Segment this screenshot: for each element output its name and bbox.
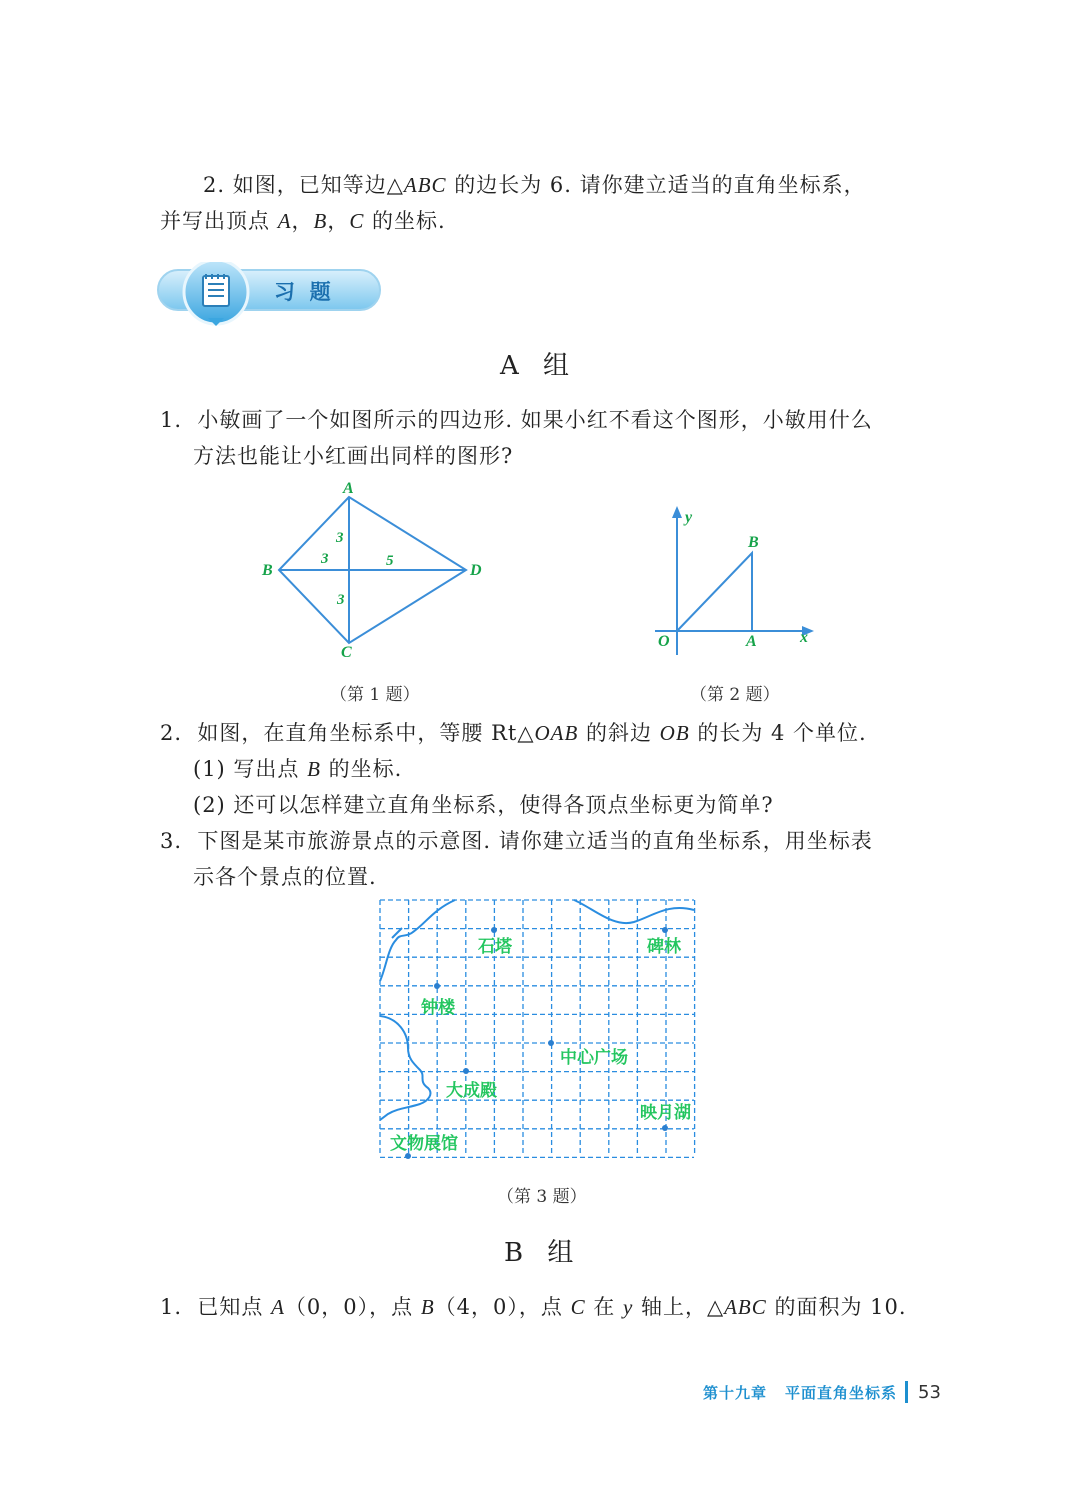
- vertex-b-label: B: [262, 562, 273, 579]
- exercise-section-banner: [156, 262, 386, 328]
- page-footer: [703, 1381, 941, 1403]
- prev-exercise-line1: 2. 如图，已知等边△ABC 的边长为 6. 请你建立适当的直角坐标系，: [203, 173, 866, 197]
- notebook-icon: [203, 274, 229, 306]
- point-b-label: B: [748, 534, 759, 551]
- group-b-q1: 1. 已知点 A（0，0），点 B（4，0），点 C 在 y 轴上，△ABC 的面积为 10.: [160, 1295, 907, 1319]
- place-label-stone-pagoda: 石塔: [478, 937, 512, 957]
- figure-2-caption: （第 2 题）: [690, 685, 780, 705]
- origin-o-label: O: [658, 633, 670, 650]
- place-label-moon-lake: 映月湖: [640, 1103, 691, 1123]
- footer-chapter-number: 第十九章: [703, 1383, 768, 1402]
- group-a-q1-line1: 1. 小敏画了一个如图所示的四边形. 如果小红不看这个图形，小敏用什么: [160, 408, 873, 432]
- triangle-oab: [677, 553, 752, 631]
- y-axis-arrow-icon: [672, 506, 682, 518]
- place-label-central-square: 中心广场: [560, 1048, 628, 1068]
- group-a-q1-line2: 方法也能让小红画出同样的图形?: [193, 444, 514, 468]
- length-right: 5: [386, 553, 394, 569]
- banner-graphic: [156, 262, 386, 328]
- group-b-title: B 组: [504, 1238, 582, 1268]
- group-a-q2-line1: 2. 如图，在直角坐标系中，等腰 Rt△OAB 的斜边 OB 的长为 4 个单位.: [160, 721, 867, 745]
- place-label-stele-forest: 碑林: [647, 937, 681, 957]
- figure-1-caption: （第 1 题）: [330, 685, 420, 705]
- group-a-q3-line1: 3. 下图是某市旅游景点的示意图. 请你建立适当的直角坐标系，用坐标表: [160, 829, 873, 853]
- vertex-a-label: A: [343, 480, 354, 497]
- figure-2-coordinate-triangle: [640, 500, 830, 665]
- place-label-museum: 文物展馆: [390, 1134, 458, 1154]
- boundary-left: [380, 1016, 430, 1120]
- boundary-top-right: [574, 900, 694, 923]
- vertex-c-label: C: [341, 644, 352, 661]
- group-a-q2-sub2: (2) 还可以怎样建立直角坐标系，使得各顶点坐标更为简单?: [193, 793, 774, 817]
- page-number: 53: [918, 1381, 941, 1403]
- figure-3-caption: （第 3 题）: [497, 1187, 587, 1207]
- footer-divider: [905, 1381, 908, 1403]
- figure-3-scenic-map: [378, 898, 698, 1160]
- boundary-top-left: [380, 900, 455, 981]
- footer-chapter-title: 平面直角坐标系: [785, 1383, 898, 1402]
- vertex-d-label: D: [470, 562, 482, 579]
- group-a-title: A 组: [500, 351, 578, 381]
- length-top: 3: [336, 530, 344, 546]
- point-a-label: A: [746, 633, 757, 650]
- place-label-bell-tower: 钟楼: [421, 998, 455, 1018]
- length-bottom: 3: [337, 592, 345, 608]
- banner-label: 习 题: [274, 280, 331, 304]
- place-label-dacheng-hall: 大成殿: [446, 1081, 497, 1101]
- figure-1-quadrilateral: [255, 475, 495, 665]
- axis-y-label: y: [685, 509, 693, 526]
- group-a-q3-line2: 示各个景点的位置.: [193, 865, 377, 889]
- group-a-q2-sub1: (1) 写出点 B 的坐标.: [193, 757, 403, 781]
- prev-exercise-line2: 并写出顶点 A，B，C 的坐标.: [160, 209, 446, 233]
- length-left: 3: [321, 551, 329, 567]
- axis-x-label: x: [800, 629, 808, 646]
